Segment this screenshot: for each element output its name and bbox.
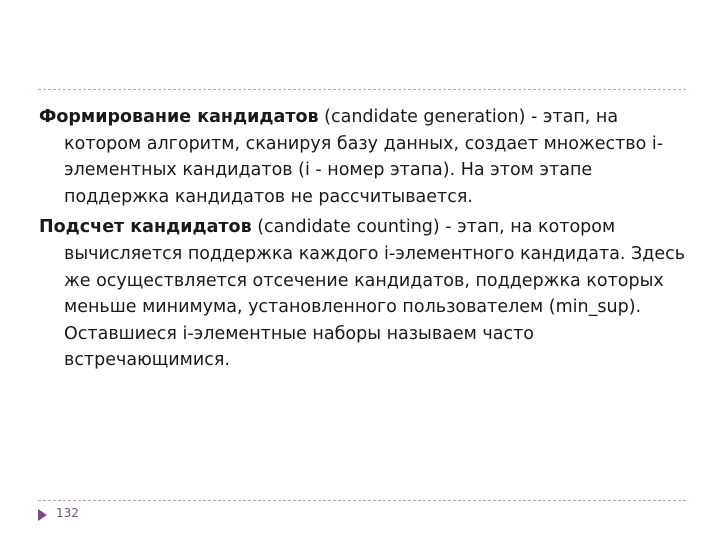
term-candidate-generation: Формирование кандидатов [39, 107, 319, 127]
page-number: 132 [56, 506, 79, 520]
paragraph-candidate-counting [39, 214, 689, 374]
slide-body [39, 104, 689, 378]
top-divider [38, 89, 686, 90]
term-candidate-counting: Подсчет кандидатов [39, 217, 252, 238]
paragraph-candidate-generation [39, 104, 689, 210]
triangle-right-icon [38, 509, 47, 521]
definition-candidate-generation: (candidate generation) - этап, на котором алгоритм, сканируя базу данных, создает множество i-элементных кандидатов (i - номер этапа). На этом этапе поддержка кандидатов не рассчитывается. [64, 107, 664, 207]
bottom-divider [38, 500, 686, 501]
definition-candidate-counting: (candidate counting) - этап, на котором вычисляется поддержка каждого i-элементного кандидата. Здесь же осуществляется отсечение кандидатов, поддержка которых меньше минимума, установленного пользователем (min_sup). Оставшиеся i-элементные наборы называем часто встречающимися. [64, 217, 686, 371]
